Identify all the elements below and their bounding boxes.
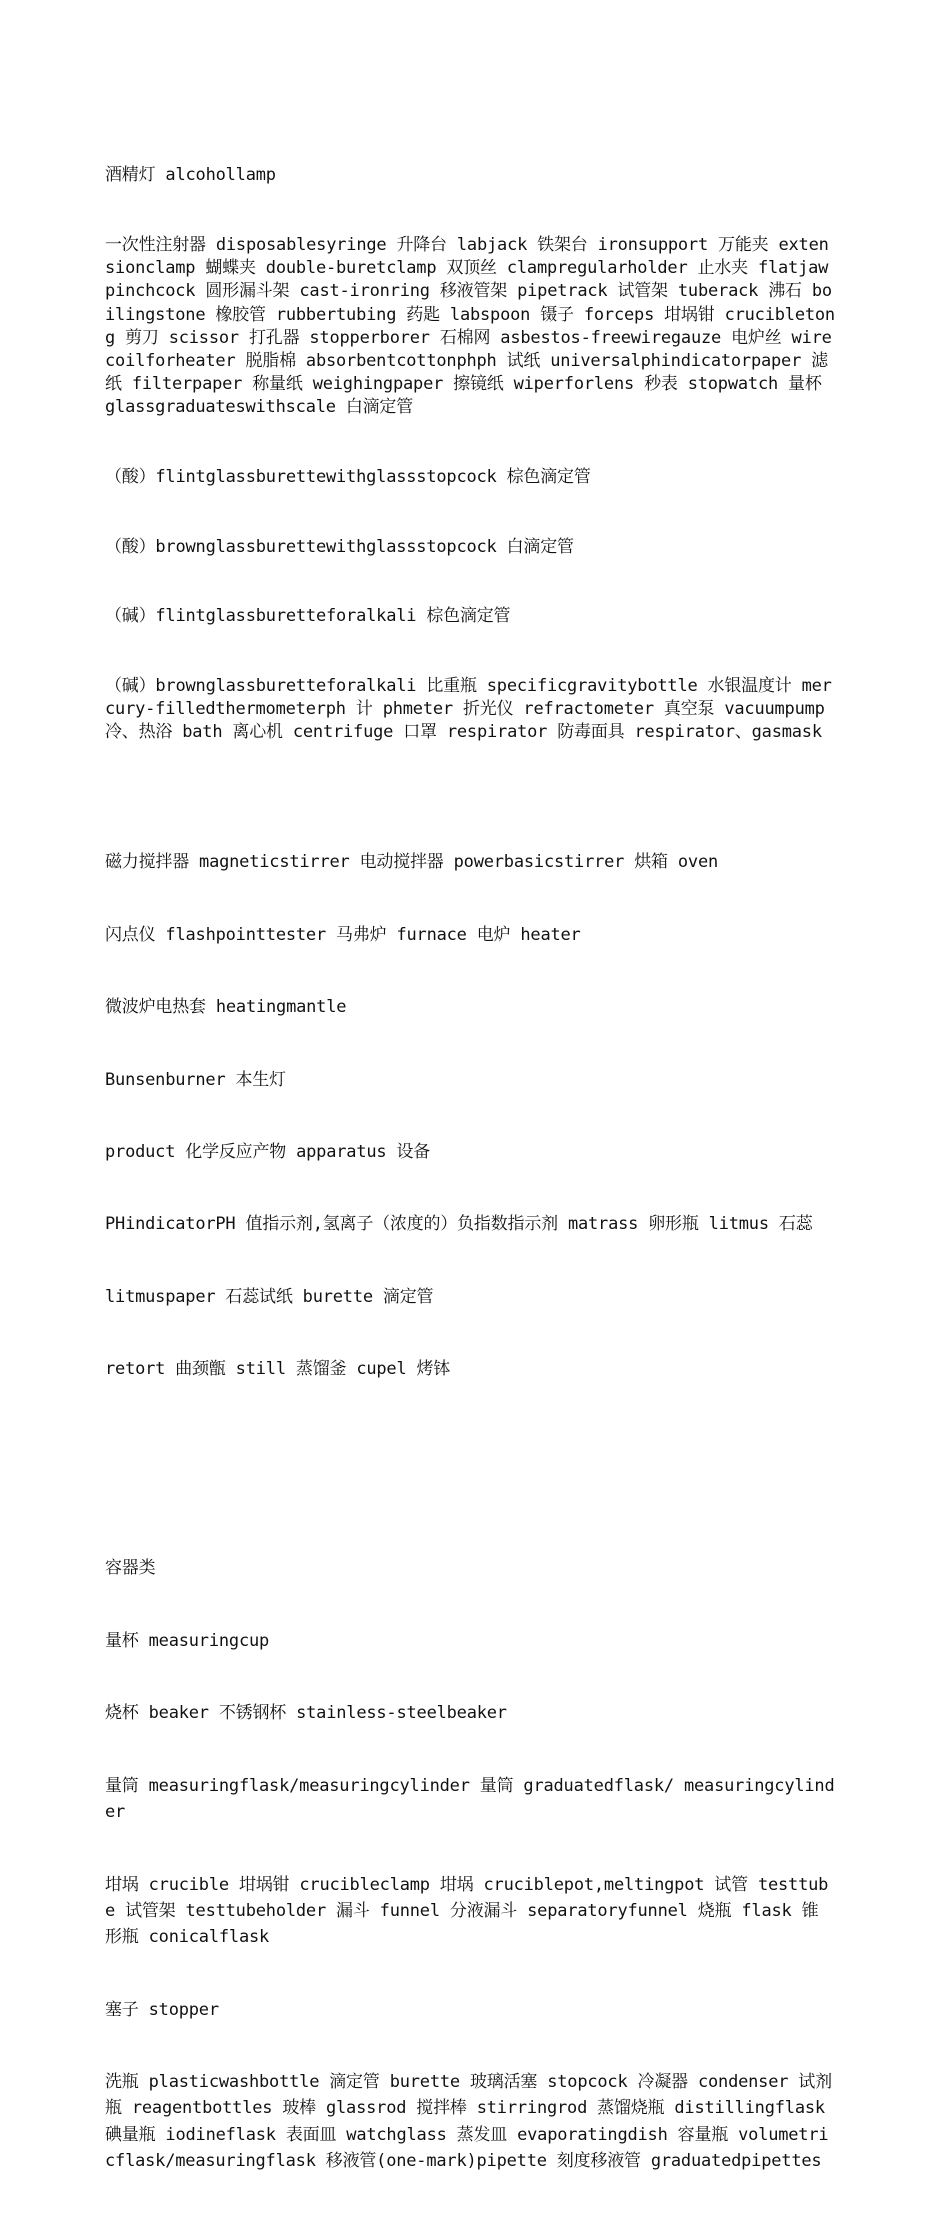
section-lab-equipment — [105, 118, 835, 791]
paragraph: 洗瓶 plasticwashbottle 滴定管 burette 玻璃活塞 stopcock 冷凝器 condenser 试剂瓶 reagentbottles 玻棒 glassrod 搅拌棒 stirringrod 蒸馏烧瓶 distillingflask 碘量瓶 iodineflask 表面皿 watchglass 蒸发皿 evaporatingdish 容量瓶 volumetricflask/measuringflask 移液管(one-mark)pipette 刻度移液管 graduatedpipettes — [105, 2072, 835, 2171]
paragraph: 酒精灯 alcohollamp — [105, 165, 276, 186]
paragraph: 塞子 stopper — [105, 1999, 219, 2020]
paragraph: 闪点仪 flashpointtester 马弗炉 furnace 电炉 heater — [105, 924, 581, 945]
paragraph: 坩埚 crucible 坩埚钳 crucibleclamp 坩埚 cruciblepot,meltingpot 试管 testtube 试管架 testtubeholder 漏斗 funnel 分液漏斗 separatoryfunnel 烧瓶 flask 锥形瓶 conicalflask — [105, 1874, 829, 1947]
paragraph: PHindicatorPH 值指示剂,氢离子（浓度的）负指数指示剂 matrass 卵形瓶 litmus 石蕊 — [105, 1214, 813, 1235]
section-heading: 容器类 — [105, 1557, 156, 1578]
paragraph: 量筒 measuringflask/measuringcylinder 量筒 graduatedflask/ measuringcylinder — [105, 1775, 835, 1822]
paragraph: （酸）flintglassburettewithglassstopcock 棕色滴定管 — [105, 467, 591, 488]
paragraph: （碱）flintglassburetteforalkali 棕色滴定管 — [105, 606, 511, 627]
paragraph: （碱）brownglassburetteforalkali 比重瓶 specificgravitybottle 水银温度计 mercury-filledthermometerph 计 phmeter 折光仪 refractometer 真空泵 vacuumpump 冷、热浴 bath 离心机 centrifuge 口罩 respirator 防毒面具 respirator、gasmask — [105, 675, 835, 743]
document-page — [105, 118, 835, 2220]
paragraph: product 化学反应产物 apparatus 设备 — [105, 1141, 431, 1162]
paragraph: 量杯 measuringcup — [105, 1630, 270, 1651]
paragraph: （酸）brownglassburettewithglassstopcock 白滴定管 — [105, 536, 574, 557]
paragraph: 微波炉电热套 heatingmantle — [105, 997, 347, 1018]
paragraph: 一次性注射器 disposablesyringe 升降台 labjack 铁架台 ironsupport 万能夹 extensionclamp 蝴蝶夹 double-buretclamp 双顶丝 clampregularholder 止水夹 flatjawpinchcock 圆形漏斗架 cast-ironring 移液管架 pipetrack 试管架 tuberack 沸石 boilingstone 橡胶管 rubbertubing 药匙 labspoon 镊子 forceps 坩埚钳 crucibletong 剪刀 scissor 打孔器 stopperborer 石棉网 asbestos-freewiregauze 电炉丝 wirecoilforheater 脱脂棉 absorbentcottonphph 试纸 universalphindicatorpaper 滤纸 filterpaper 称量纸 weighingpaper 擦镜纸 wiperforlens 秒表 stopwatch 量杯 glassgraduateswithscale 白滴定管 — [105, 235, 835, 418]
section-containers — [105, 1509, 835, 2220]
paragraph: 烧杯 beaker 不锈钢杯 stainless-steelbeaker — [105, 1703, 507, 1724]
paragraph: retort 曲颈甑 still 蒸馏釜 cupel 烤钵 — [105, 1359, 451, 1380]
paragraph: Bunsenburner 本生灯 — [105, 1069, 286, 1090]
paragraph: litmuspaper 石蕊试纸 burette 滴定管 — [105, 1286, 434, 1307]
section-devices — [105, 803, 835, 1429]
paragraph: 磁力搅拌器 magneticstirrer 电动搅拌器 powerbasicstirrer 烘箱 oven — [105, 852, 719, 873]
